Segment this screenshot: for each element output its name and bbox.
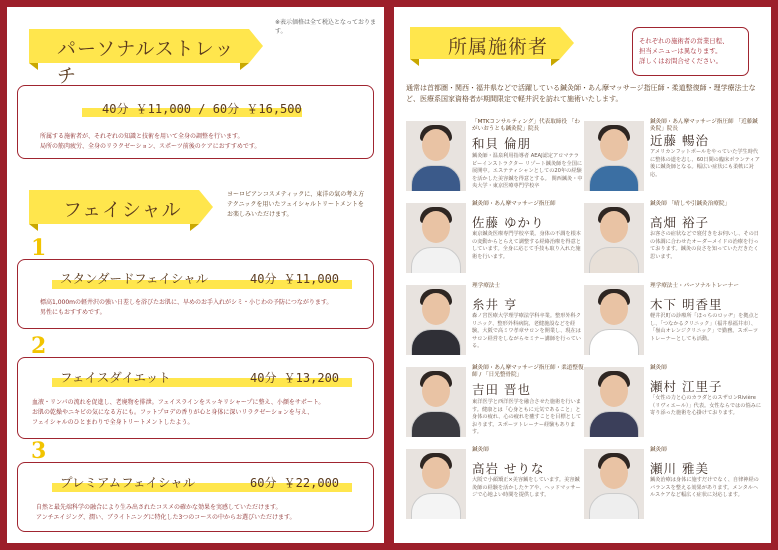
facial-item-box [17, 259, 374, 329]
facial-item-number: 2 [31, 333, 47, 359]
staff-card [584, 283, 764, 363]
staff-desc: 東洋医学と西洋医学を融合させた施術を行います。健康とは「心身ともに元気であること」と身体の疲れ、心の疲れを癒すことを目標としております。スポーツトレーナー経験もあります。 [472, 399, 582, 436]
staff-role: 鍼灸師 [650, 447, 667, 453]
facial-note-1: ヨーロピアンコスメティックに、東洋の氣の考え方 [227, 191, 365, 198]
staff-name: 木下 明香里 [650, 297, 723, 312]
staff-desc: 鍼灸師・温泉利用指導者 AEAJ認定アロマテラピーインストラクター リゾート鍼灸師を全国に展開中。エステティシャンとしての20年の経験を活かした美容鍼を得意とする。 関西鍼灸・中央大学・東京医療専門学校卒 [472, 153, 583, 190]
staff-desc: 森ノ宮医療大学理学療法学科卒業。整形外科クリニック、整形外科病院、老健施設などを経験。大阪で高ミワ孝章サロンを開業し、現在はサロン経営をしながらセミナー講師を行っている。 [472, 313, 581, 350]
right-page [394, 7, 771, 543]
personal-stretch-heading [29, 29, 249, 87]
left-page [7, 7, 384, 543]
info-line: それぞれの施術者の営業日程、 [639, 37, 729, 45]
staff-title: 所属施術者 [448, 36, 549, 58]
facial-item-desc: フェイシャルのひとまわりで全身トリートメントしたよう。 [32, 419, 194, 426]
facial-item-name: プレミアムフェイシャル [60, 475, 196, 490]
staff-photo [584, 203, 644, 273]
staff-name: 高畑 裕子 [650, 215, 709, 230]
facial-item-price: 40分 ￥11,000 [250, 272, 340, 286]
staff-photo [584, 449, 644, 519]
facial-item-desc: お肌の乾燥やニキビの気になる方にも。フットプロデの香りが心と身体に深いリラクゼーションを与え、 [32, 409, 314, 416]
facial-title: フェイシャル [63, 199, 182, 221]
staff-card [584, 365, 764, 445]
facial-item-name: スタンダードフェイシャル [60, 271, 209, 286]
staff-desc: 軽井沢町の診療所「ほっちのロッヂ」を拠点とし、「つなかるクリニック」（福井県福井市）、「嶺山オレンジクリニック」で勤務。スポーツトレーナーとしても活動。 [650, 313, 759, 342]
staff-photo [406, 367, 466, 437]
personal-desc-1: 所属する施術者が、それぞれの知識と技術を用いて全身の調整を行います。 [40, 133, 244, 140]
staff-role: 理学療法士 [472, 283, 500, 289]
staff-name: 和貝 倫朋 [472, 136, 531, 151]
staff-desc: 「女性の力と心のカラダとのスザロンRivière（リヴィエール）」代表。女性ならではの悩みに寄り添った施術を心掛けております。 [650, 395, 762, 417]
facial-note-2: テクニックを用いたフェイシャルトリートメントを [227, 201, 364, 208]
facial-item-box [17, 462, 374, 532]
info-line: 担当メニューは異なります。 [639, 47, 722, 55]
staff-desc: 鍼灸治療は身体に施すだけでなく、自律神経のバランスを整える効果があります。メンタルヘルスケアなど幅広く症状に対応します。 [650, 477, 759, 499]
personal-stretch-price: 40分 ￥11,000 / 60分 ￥16,500 [102, 102, 302, 116]
personal-stretch-title: パーソナルストレッチ [57, 38, 235, 87]
staff-role: 鍼灸師・あん摩マッサージ指圧師・柔道整復師 / 「日光整骨院」 [472, 365, 584, 378]
facial-item-desc: 自然と最先端科学の融合により生み出されたコスメの確かな効果を実感していただけます。 [36, 504, 282, 511]
staff-card [584, 447, 764, 527]
staff-role: 鍼灸師・あん摩マッサージ指圧師 [472, 201, 556, 207]
staff-name: 近藤 暢治 [650, 133, 709, 148]
facial-heading [29, 190, 199, 224]
staff-heading [410, 27, 560, 59]
staff-role: 鍼灸師 「晴しや引鍼灸治療院」 [650, 201, 731, 207]
personal-stretch-box [17, 85, 374, 159]
staff-desc: 東京鍼灸医療専門学校卒業。身体の不調を根本の変動からとらえて調整する経絡治療を得意としています。全身に応じて手技も取り入れた施術を行います。 [472, 231, 581, 260]
staff-card [406, 365, 586, 445]
staff-card [406, 283, 586, 363]
facial-item-box [17, 357, 374, 439]
staff-name: 瀬川 雅美 [650, 461, 709, 476]
facial-item-price: 60分 ￥22,000 [250, 476, 340, 490]
staff-card [406, 447, 586, 527]
staff-photo [584, 285, 644, 355]
staff-card [406, 119, 586, 199]
facial-item-desc: 血液・リンパの流れを促進し、老廃物を排泄。フェイスラインをスッキリシャープに整え、小顔をサポート。 [32, 399, 325, 406]
staff-name: 糸井 亨 [472, 297, 518, 312]
staff-role: 「MTKコンサルティング」代表取締役 「わがいおうとも鍼灸院」院長 [472, 119, 580, 132]
staff-card [406, 201, 586, 281]
staff-card [584, 119, 764, 199]
staff-photo [406, 285, 466, 355]
facial-item-desc: アンチエイジング、潤い、ブライトニングに特化した3つのコースの中からお選びいただけます。 [36, 514, 296, 521]
staff-desc: 大阪で小顔矯正×美容鍼をしています。美容鍼灸師の経験を活かしたケアや、ヘッドマッサージで心地よい時間を提供します。 [472, 477, 581, 499]
facial-note-3: お楽しみいただけます。 [227, 211, 293, 218]
facial-item-desc: 男性にもおすすめです。 [40, 309, 106, 316]
facial-item-number: 1 [31, 235, 47, 261]
staff-photo [406, 203, 466, 273]
staff-photo [406, 449, 466, 519]
personal-desc-2: 局所の筋肉疲労、全身のリラクゼーション、スポーツ前後のケアにおすすめです。 [40, 143, 261, 150]
tax-note: ※表示価格は全て税込となっております。 [275, 19, 377, 35]
facial-item-price: 40分 ￥13,200 [250, 371, 340, 385]
staff-intro: 通常は首都圏・関西・福井県などで活躍している鍼灸師・あん摩マッサージ指圧師・柔道整復師・理学療法士など、医療系国家資格者が期間限定で軽井沢を訪れて施術いたします。 [406, 84, 756, 103]
staff-name: 高岩 せりな [472, 461, 545, 476]
staff-desc: お客さの症状などで寝付きをお伺いし、その日の体調に合わせたオーダーメイドの治療を行っております。鍼灸の良さを知っていただきたく思います。 [650, 231, 759, 260]
staff-role: 理学療法士・パーソナルトレーナー [650, 283, 739, 289]
staff-role: 鍼灸師 [472, 447, 489, 453]
staff-name: 瀬村 江里子 [650, 379, 723, 394]
facial-item-number: 3 [31, 438, 47, 464]
staff-name: 佐藤 ゆかり [472, 215, 545, 230]
staff-photo [584, 121, 644, 191]
staff-role: 鍼灸師・あん摩マッサージ指圧師 「近藤鍼灸院」院長 [650, 119, 758, 132]
staff-photo [406, 121, 466, 191]
info-line: 詳しくはお問合せください。 [639, 57, 723, 65]
staff-name: 吉田 晋也 [472, 382, 531, 397]
staff-role: 鍼灸師 [650, 365, 667, 371]
staff-photo [584, 367, 644, 437]
staff-desc: アメリカンフットボールをやっていた学生時代に整体の道を志し、60日間の臨床ボランティア後に鍼灸師となる。幅広い症状にも柔軟に対応。 [650, 149, 760, 178]
facial-item-desc: 標高1,000mの軽井沢の強い日差しを浴びたお肌に、早めのお手入れがシミ・小じわの予防につながります。 [40, 299, 333, 306]
schedule-info-box [632, 27, 749, 76]
facial-item-name: フェイスダイエット [60, 370, 171, 385]
staff-card [584, 201, 764, 281]
